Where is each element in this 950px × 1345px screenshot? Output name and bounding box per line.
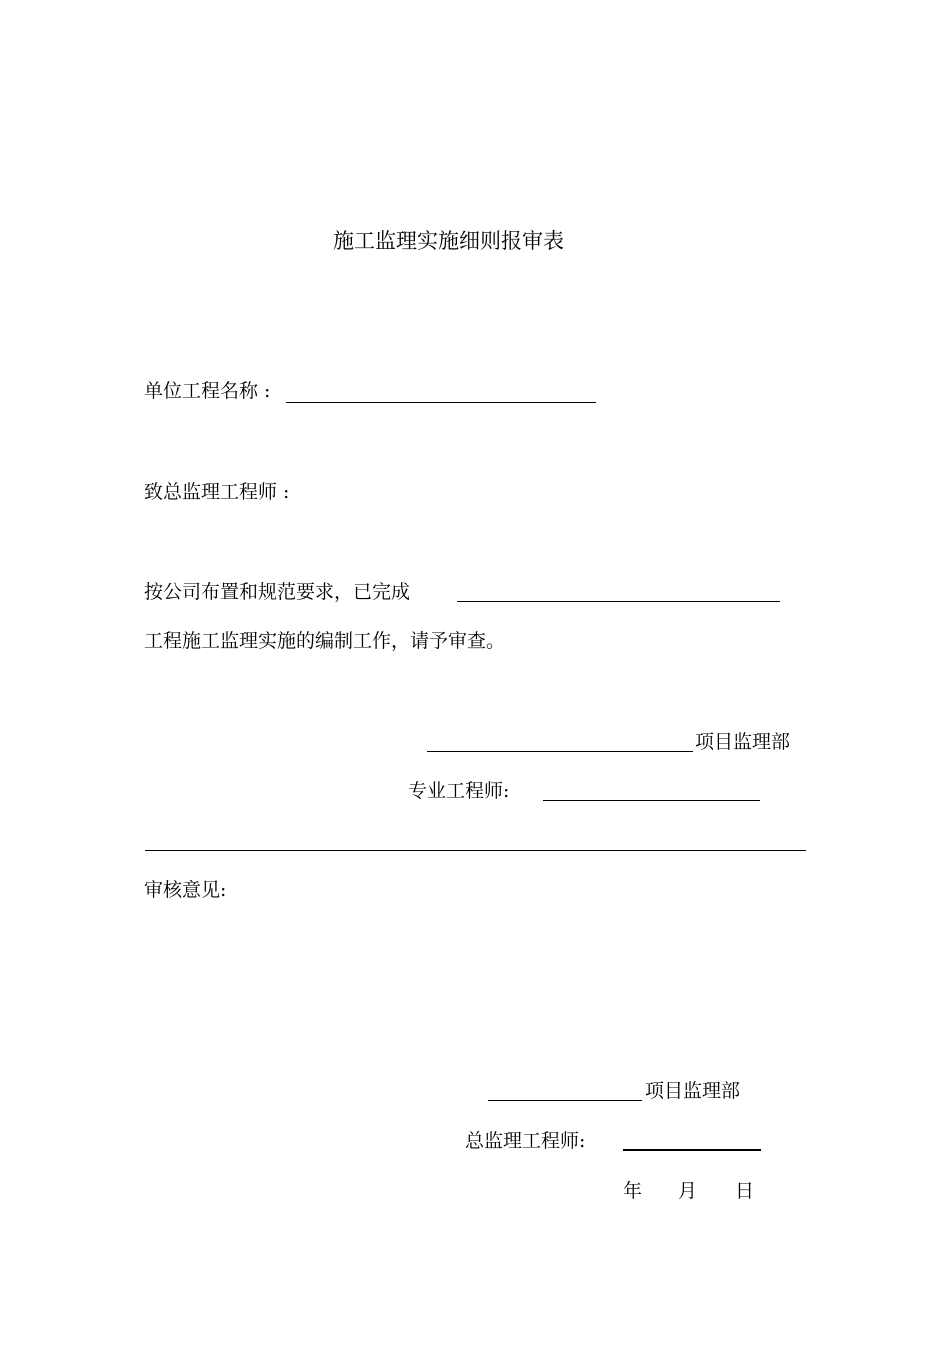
specialist-engineer-blank[interactable] — [543, 800, 760, 801]
specialist-engineer-label: 专业工程师: — [408, 780, 510, 802]
dept-name-blank-1[interactable] — [427, 751, 693, 752]
dept-name-blank-2[interactable] — [488, 1100, 642, 1101]
chief-engineer-label: 总监理工程师: — [465, 1130, 586, 1152]
date-month-label: 月 — [678, 1180, 698, 1202]
addressee-label: 致总监理工程师 : — [144, 481, 290, 503]
dept-suffix-1: 项目监理部 — [695, 731, 791, 753]
body-text-line-1: 按公司布置和规范要求，已完成 — [144, 581, 411, 603]
chief-engineer-blank[interactable] — [623, 1149, 761, 1151]
unit-project-name-blank[interactable] — [286, 402, 596, 403]
body-text-line-2: 工程施工监理实施的编制工作，请予审查。 — [144, 630, 506, 652]
unit-project-name-label: 单位工程名称 : — [144, 380, 271, 402]
section-divider — [145, 850, 806, 851]
date-day-label: 日 — [735, 1180, 755, 1202]
date-year-label: 年 — [623, 1180, 643, 1202]
page-title: 施工监理实施细则报审表 — [333, 229, 564, 253]
completed-project-blank[interactable] — [457, 601, 780, 602]
review-opinion-label: 审核意见: — [144, 879, 227, 901]
dept-suffix-2: 项目监理部 — [645, 1080, 741, 1102]
